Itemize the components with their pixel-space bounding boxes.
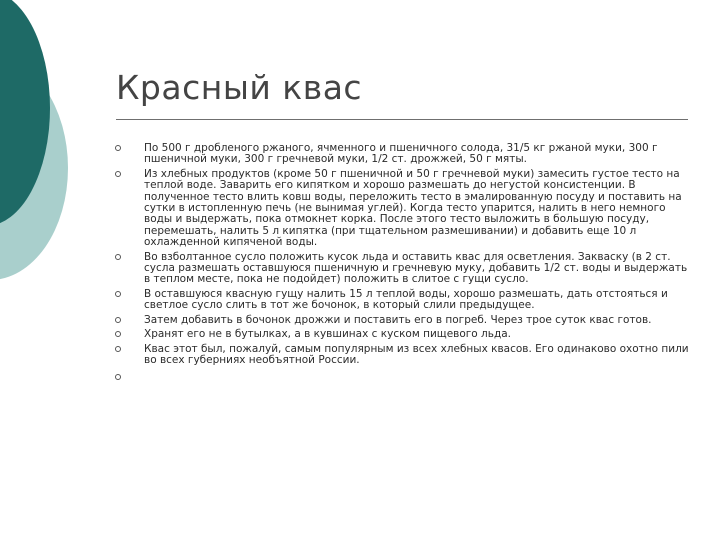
slide-title: Красный квас xyxy=(116,68,363,107)
bullet-text: Затем добавить в бочонок дрожжи и поставить его в погреб. Через трое суток квас готов. xyxy=(144,313,652,326)
bullet-circle-icon xyxy=(115,171,121,177)
bullet-item xyxy=(112,252,692,286)
title-divider xyxy=(116,119,688,120)
bullet-circle-icon xyxy=(115,331,121,337)
bullet-item-empty xyxy=(112,372,692,384)
bullet-circle-icon xyxy=(115,291,121,297)
bullet-text: Из хлебных продуктов (кроме 50 г пшеничной и 50 г гречневой муки) замесить густое тесто на теплой воде. Заварить его кипятком и хорошо размешать до негустой консистенции. В полученное тесто влить ковш воды, переложить тесто в эмалированную посуду и поставить на сутки в истопленную печь (не вынимая углей). Когда тесто упарится, налить в него немного воды и выдержать, пока отмокнет корка. После этого тесто выложить в большую посуду, перемешать, налить 5 л кипятка (при тщательном размешивании) и добавить еще 10 л охлажденной кипяченой воды. xyxy=(144,167,682,249)
bullet-text: В оставшуюся квасную гущу налить 15 л теплой воды, хорошо размешать, дать отстояться и светлое сусло слить в тот же бочонок, в который слили предыдущее. xyxy=(144,287,668,312)
bullet-circle-icon xyxy=(115,374,121,380)
bullet-item xyxy=(112,143,692,166)
bullet-circle-icon xyxy=(115,254,121,260)
bullet-item xyxy=(112,315,692,326)
bullet-item xyxy=(112,289,692,312)
bullet-text: Хранят его не в бутылках, а в кувшинах с куском пищевого льда. xyxy=(144,328,511,341)
bullet-list xyxy=(112,143,692,387)
bullet-text: Квас этот был, пожалуй, самым популярным из всех хлебных квасов. Его одинаково охотно пили во всех губерниях необъятной России. xyxy=(144,342,689,366)
bullet-item xyxy=(112,329,692,340)
bullet-text: Во взболтанное сусло положить кусок льда и оставить квас для осветления. Закваску (в 2 ст. сусла размешать оставшуюся пшеничную и гречневую муку, добавить 1/2 ст. воды и выдержать в теплом месте, пока не подойдет) положить в слитое с гущи сусло. xyxy=(144,250,688,286)
bullet-item xyxy=(112,344,692,367)
bullet-text: По 500 г дробленого ржаного, ячменного и пшеничного солода, 31/5 кг ржаной муки, 300 г пшеничной муки, 300 г гречневой муки, 1/2 ст. дрожжей, 50 г мяты. xyxy=(144,142,658,166)
bullet-circle-icon xyxy=(115,145,121,151)
bullet-circle-icon xyxy=(115,346,121,352)
bullet-item xyxy=(112,169,692,249)
bullet-circle-icon xyxy=(115,317,121,323)
